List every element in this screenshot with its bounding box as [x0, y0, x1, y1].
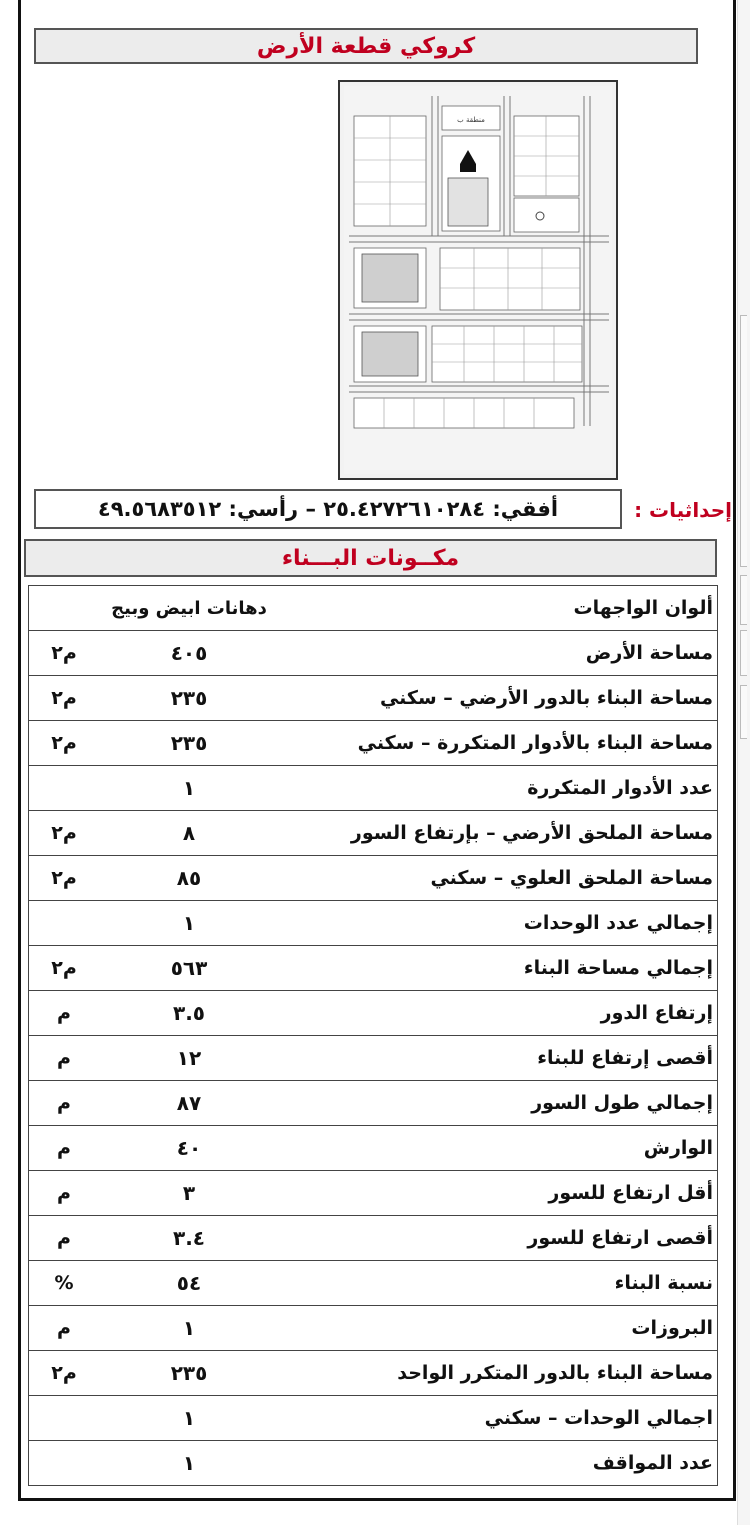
unit-cell: م	[57, 1227, 71, 1249]
value-cell: ٨٧	[176, 1091, 202, 1115]
edge-tab	[740, 315, 747, 567]
table-row	[29, 1126, 718, 1171]
label-cell: مساحة البناء بالدور الأرضي – سكني	[379, 687, 713, 709]
label-cell: مساحة البناء بالأدوار المتكررة – سكني	[357, 732, 713, 754]
label-cell: أقصى ارتفاع للسور	[527, 1227, 713, 1249]
table-row	[29, 1306, 718, 1351]
label-cell: إجمالي طول السور	[531, 1092, 713, 1114]
unit-cell: م	[57, 1047, 71, 1069]
unit-cell: م٢	[51, 822, 77, 844]
unit-cell: م	[57, 1317, 71, 1339]
map-area-label: منطقة ب	[457, 116, 485, 124]
value-cell: ٣	[182, 1181, 196, 1205]
label-cell: الوارش	[643, 1137, 713, 1159]
coordinates-value: أفقي: ٢٥.٤٢٧٢٦١٠٢٨٤ – رأسي: ٤٩.٥٦٨٣٥١٢	[97, 497, 559, 521]
value-cell: ١	[182, 1316, 196, 1340]
table-row	[29, 766, 718, 811]
unit-cell: م	[57, 1182, 71, 1204]
value-cell: ٢٣٥	[170, 1361, 208, 1385]
plot-sketch-title: كروكي قطعة الأرض	[256, 33, 476, 59]
facade-colors-label: ألوان الواجهات	[573, 597, 713, 619]
table-row	[29, 676, 718, 721]
unit-cell: م	[57, 1092, 71, 1114]
table-row	[29, 811, 718, 856]
edge-tab	[740, 575, 747, 625]
table-row	[29, 991, 718, 1036]
table-row	[29, 1396, 718, 1441]
value-cell: ٥٦٣	[170, 956, 208, 980]
unit-cell: م٢	[51, 867, 77, 889]
coordinates-box	[34, 489, 622, 529]
value-cell: ٢٣٥	[170, 686, 208, 710]
facade-colors-value: دهانات ابيض وبيج	[111, 597, 267, 619]
value-cell: ٤٠	[176, 1136, 202, 1160]
unit-cell: %	[54, 1272, 74, 1294]
coordinates-label: إحداثيات :	[634, 498, 732, 522]
table-row	[29, 946, 718, 991]
label-cell: عدد المواقف	[592, 1452, 713, 1474]
value-cell: ٣.٥	[172, 1001, 205, 1025]
value-cell: ٨٥	[176, 866, 202, 890]
label-cell: أقصى إرتفاع للبناء	[537, 1047, 713, 1069]
value-cell: ١	[182, 911, 196, 935]
label-cell: اجمالي الوحدات – سكني	[484, 1407, 713, 1429]
value-cell: ٤٠٥	[170, 641, 208, 665]
unit-cell: م٢	[51, 687, 77, 709]
value-cell: ١	[182, 776, 196, 800]
table-row	[29, 721, 718, 766]
building-components-table	[28, 585, 718, 1486]
value-cell: ٨	[182, 821, 196, 845]
label-cell: مساحة الأرض	[585, 642, 713, 664]
edge-tab	[740, 685, 747, 739]
table-row	[29, 1261, 718, 1306]
table-row	[29, 631, 718, 676]
table-row-facade-colors	[29, 586, 718, 631]
label-cell: إرتفاع الدور	[600, 1002, 713, 1024]
table-row	[29, 1441, 718, 1486]
unit-cell: م٢	[51, 1362, 77, 1384]
unit-cell: م٢	[51, 957, 77, 979]
table-row	[29, 1081, 718, 1126]
value-cell: ٢٣٥	[170, 731, 208, 755]
value-cell: ٥٤	[176, 1271, 202, 1295]
label-cell: مساحة الملحق العلوي – سكني	[430, 867, 713, 889]
table-row	[29, 1171, 718, 1216]
table-row	[29, 901, 718, 946]
building-components-title: مكــونات البـــناء	[281, 545, 460, 571]
unit-cell: م	[57, 1137, 71, 1159]
value-cell: ١	[182, 1406, 196, 1430]
table-row	[29, 1216, 718, 1261]
table-row	[29, 1351, 718, 1396]
unit-cell: م	[57, 1002, 71, 1024]
unit-cell: م٢	[51, 732, 77, 754]
value-cell: ١٢	[176, 1046, 202, 1070]
label-cell: مساحة البناء بالدور المتكرر الواحد	[397, 1362, 713, 1384]
value-cell: ٣.٤	[172, 1226, 205, 1250]
label-cell: إجمالي عدد الوحدات	[523, 912, 713, 934]
edge-tab	[740, 630, 747, 676]
table-row	[29, 856, 718, 901]
label-cell: أقل ارتفاع للسور	[548, 1182, 713, 1204]
table-row	[29, 1036, 718, 1081]
window-edge	[737, 0, 750, 1525]
building-components-header	[24, 539, 717, 577]
label-cell: البروزات	[631, 1317, 713, 1339]
site-plan-drawing	[344, 86, 612, 474]
plot-sketch-map	[338, 80, 618, 480]
plot-sketch-header	[34, 28, 698, 64]
unit-cell: م٢	[51, 642, 77, 664]
label-cell: مساحة الملحق الأرضي – بإرتفاع السور	[350, 822, 713, 844]
label-cell: إجمالي مساحة البناء	[523, 957, 713, 979]
value-cell: ١	[182, 1451, 196, 1475]
label-cell: عدد الأدوار المتكررة	[527, 777, 713, 799]
label-cell: نسبة البناء	[614, 1272, 713, 1294]
